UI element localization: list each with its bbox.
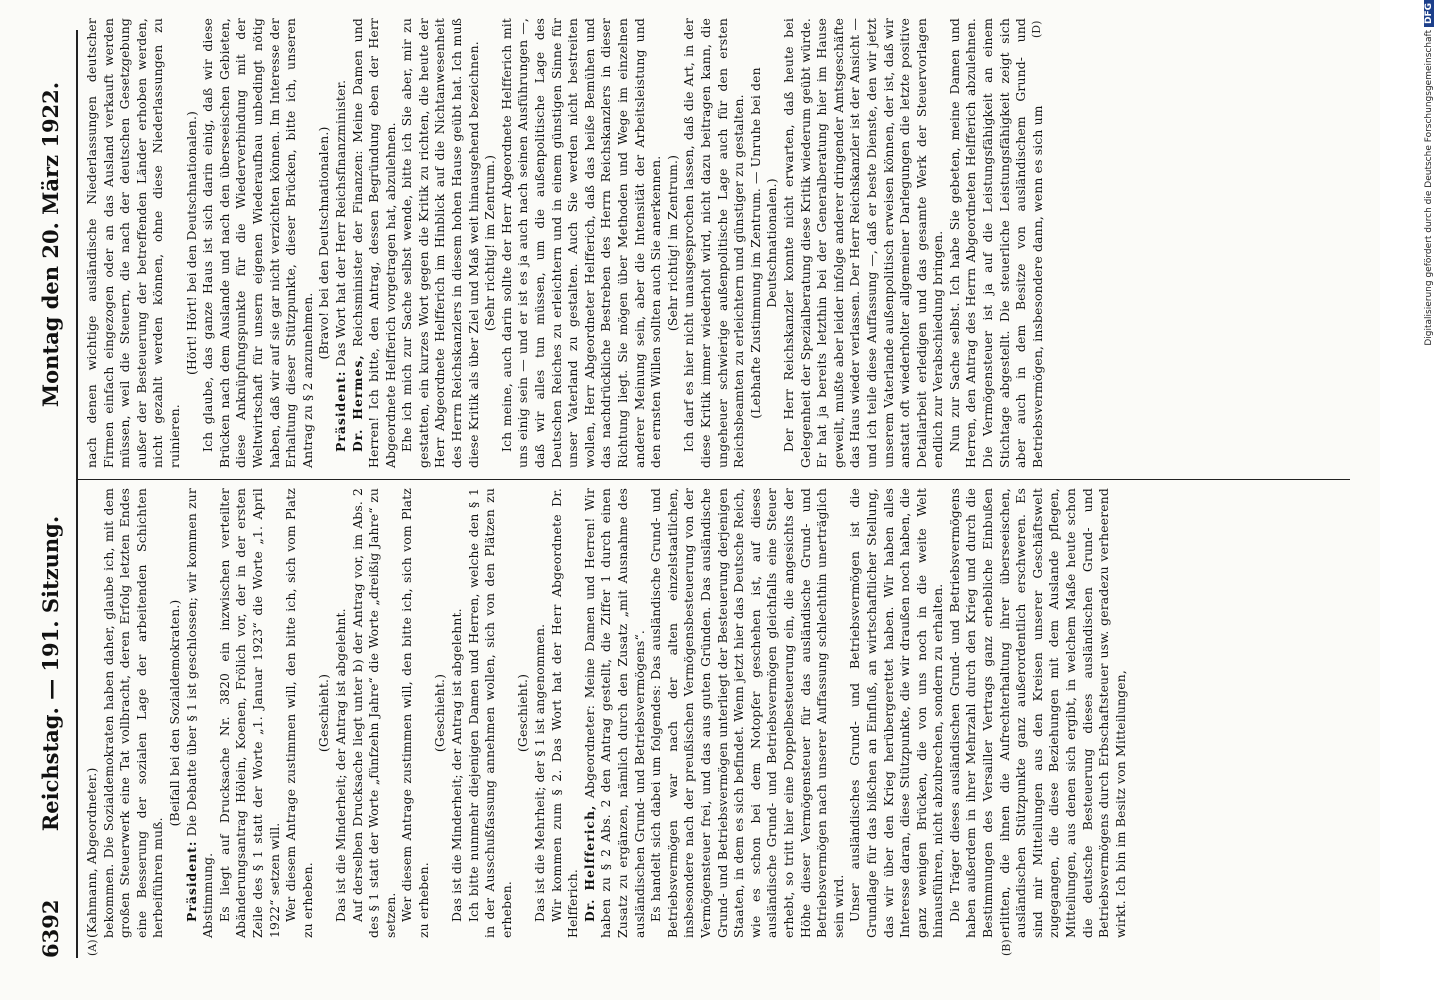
speaker-note: (Kahmann, Abgeordneter.) — [84, 767, 99, 938]
paragraph — [184, 488, 217, 938]
paragraph-text: Die Debatte über § 1 ist geschlossen; wir kommen zur Abstimmung. — [183, 487, 216, 938]
paragraph: Unser ausländisches Grund- und Betriebsvermögen ist die Grundlage für das bißchen an Einfluß, an wirtschaftlicher Stellung, das wir über den Krieg herübergerettet haben. Wir haben alles Interesse daran, diese Stützpunkte, die wir draußen noch haben, die ganz wenigen Brücken, die von uns noch in die weite Welt hinausführen, nicht abzubrechen, sondern zu erhalten. — [847, 488, 946, 938]
interjection: (Hört! Hört! bei den Deutschnationalen.) — [183, 110, 199, 376]
interjection: (Beifall bei den Sozialdemokraten.) — [166, 599, 182, 827]
paragraph: Der Herr Reichskanzler konnte nicht erwarten, daß heute bei Gelegenheit der Spezialberatung diese Kritik wiederum geübt würde. Er hat ja bereits letzthin bei der Generalberatung hier im Hause geweilt, mußte aber leider infolge anderer dringender Amtsgeschäfte das Haus wieder verlassen. Der Herr Reichskanzler ist der Ansicht — und ich teile diese Auffassung —, daß er beste Dienste, den wir jetzt unserem Vaterlande außenpolitisch erweisen können, der ist, daß wir anstatt oft wiederholter allgemeiner Darlegungen die letzte positive Detailarbeit erledigen und das gesamte Werk der Steuervorlagen endlich zur Verabschiedung bringen. — [780, 18, 946, 468]
header-left: Reichstag. — 191. Sitzung. — [38, 515, 63, 832]
speaker-name: Präsident: — [183, 840, 199, 922]
interjection: (Geschieht.) — [515, 673, 531, 753]
paragraph: Wir kommen zum § 2. Das Wort hat der Herr Abgeordnete Dr. Helfferich. — [548, 488, 581, 938]
paragraph — [350, 18, 400, 468]
paragraph: Ich darf es hier nicht unausgesprochen lassen, daß die Art, in der diese Kritik immer wiederholt wird, nicht dazu beitragen kann, die ungeheuer schwierige außenpolitische Lage auch für den ersten Reichsbeamten zu erleichtern und günstiger zu gestalten. — [681, 18, 747, 468]
paragraph: Nun zur Sache selbst. Ich habe Sie gebeten, meine Damen und Herren, den Antrag des Herrn Abgeordneten Helfferich abzulehnen. Die Vermögensteuer ist ja auf die Leistungsfähigkeit an einem Stichtage abgestellt. Die steuerliche Leistungsfähigkeit zeigt sich aber auch in dem Besitze von ausländischem Grund- und Betriebsvermögen, insbesondere dann, wenn es sich um — [946, 18, 1045, 468]
interjection: (Geschieht.) — [432, 673, 448, 753]
paragraph — [333, 18, 350, 468]
paragraph: Das ist die Minderheit; der Antrag ist abgelehnt. — [332, 608, 348, 922]
paragraph — [582, 488, 648, 938]
paragraph: bekommen. Die Sozialdemokraten haben daher, glaube ich, mit dem großen Steuerwerk eine Tat vollbracht, deren Erfolg letzten Endes eine Besserung der sozialen Lage der arbeitenden Schichten herbeiführen muß. — [100, 488, 166, 938]
text-column-right — [84, 18, 1046, 468]
paragraph: Ich glaube, das ganze Haus ist sich darin einig, daß wir diese Brücken nach dem Auslande und nach den überseeischen Gebieten, diese Anknüpfungspunkte für die Wiederverbindung mit der Weltwirtschaft für unsern eigenen Wiederaufbau unbedingt nötig haben, daß wir auf sie gar nicht verzichten können. Im Interesse der Erhaltung dieser Stützpunkte, dieser Brücken, bitte ich, unseren Antrag zu § 2 anzunehmen. — [200, 18, 315, 468]
dfg-credit — [1420, 0, 1434, 1000]
speaker-name: Dr. Hermes, — [349, 354, 365, 452]
paragraph: nach denen wichtige ausländische Niederlassungen deutscher Firmen einfach eingezogen oder an das Ausland verkauft werden müssen, weil die Steuern, die nach der deutschen Gesetzgebung außer der Besteuerung der betreffenden Länder erhoben werden, nicht gezahlt werden können, ohne diese Niederlassungen zu ruinieren. — [84, 18, 182, 468]
paragraph: Wer diesem Antrage zustimmen will, den bitte ich, sich vom Platz zu erheben. — [399, 488, 431, 938]
page-header — [38, 30, 72, 958]
paragraph: Ich meine, auch darin sollte der Herr Abgeordnete Helfferich mit uns einig sein — und er ist es ja auch nach seinen Ausführungen —, daß wir alles tun müssen, um die außenpolitische Lage des Deutschen Reiches zu erleichtern und in einem günstigen Sinne für unser Vaterland zu gestalten. Auch Sie werden nicht bestreiten wollen, Herr Abgeordneter Helfferich, daß das heiße Bemühen und das nachdrückliche Bestreben des Herrn Reichskanzlers in dieser Richtung liegt. Sie mögen über Methoden und Wege im einzelnen anderer Meinung sein, aber die Intensität der Arbeitsleistung und den ernsten Willen sollten auch Sie anerkennen. — [498, 18, 664, 468]
interjection: (Bravo! bei den Deutschnationalen.) — [316, 126, 332, 360]
paragraph: Es liegt auf Drucksache Nr. 3820 ein inzwischen verteilter Abänderungsantrag Hölein, Koenen, Frölich vor, der in der ersten Zeile des § 1 statt der Worte „1. Januar 1923“ die Worte „1. April 1922“ setzen will. — [216, 488, 282, 938]
header-right: Montag den 20. März 1922. — [38, 81, 63, 408]
page-number: 6392 — [38, 899, 63, 958]
text-column-left — [84, 488, 1129, 938]
dfg-logo: DFG — [1424, 0, 1434, 27]
interjection: (Geschieht.) — [316, 673, 332, 753]
paragraph-text: Reichsminister der Finanzen: Meine Damen und Herren! Ich bitte, den Antrag, dessen Begründung eben der Herr Abgeordnete Helfferich vorgetragen hat, abzulehnen. — [349, 18, 398, 468]
paragraph: Ehe ich mich zur Sache selbst wende, bitte ich Sie aber, mir zu gestatten, ein kurzes Wort gegen die Kritik zu richten, die heute der Herr Abgeordnete Helfferich im Hinblick auf die Nichtanwesenheit des Herrn Reichskanzlers in diesem hohen Hause geübt hat. Ich muß diese Kritik als über Ziel und Maß weit hinausgehend bezeichnen. — [399, 18, 481, 468]
paragraph-text: Abgeordneter: Meine Damen und Herren! Wir haben zu § 2 Abs. 2 den Antrag gestellt, die Ziffer 1 durch einen Zusatz zu ergänzen, nämlich durch den Zusatz „mit Ausnahme des ausländischen Grund- und Betriebsvermögens“. — [581, 488, 647, 938]
paragraph-text: Das Wort hat der Herr Reichsfinanzminister. — [332, 79, 348, 367]
paragraph: Die Träger dieses ausländischen Grund- und Betriebsvermögens haben außerdem in ihrer Mehrzahl durch den Krieg und durch die Bestimmungen des Versailler Vertrags ganz erhebliche Einbußen erlitten, die ihnen die Aufrechterhaltung ihrer überseeischen, ausländischen Stützpunkte ganz außerordentlich erschweren. Es sind mir Mitteilungen aus den Kreisen unserer Geschäftswelt zugegangen, die diese Beziehungen mit dem Auslande pflegen, Mitteilungen, aus denen sich ergibt, in welchem Maße heute schon die deutsche Besteuerung dieses ausländischen Grund- und Betriebsvermögens durch Erbschaftsteuer usw. geradezu verheerend wirkt. Ich bin im Besitz von Mitteilungen, — [946, 488, 1128, 938]
margin-mark-a: (A) — [86, 939, 99, 956]
speaker-name: Dr. Helfferich, — [581, 804, 597, 922]
interjection: (Sehr richtig! im Zentrum.) — [664, 154, 680, 332]
margin-mark-b: (B) — [1000, 939, 1013, 956]
margin-mark-d: (D) — [1030, 20, 1043, 38]
interjection: (Sehr richtig! im Zentrum.) — [482, 154, 498, 332]
credit-text: Digitalisierung gefördert durch die Deutsche Forschungsgemeinschaft — [1424, 29, 1434, 346]
column-divider — [76, 479, 1350, 480]
speaker-name: Präsident: — [332, 370, 348, 452]
paragraph: Es handelt sich dabei um folgendes: Das ausländische Grund- und Betriebsvermögen war nach der alten einzelstaatlichen, insbesondere nach der preußischen Vermögensbesteuerung von der Vermögensteuer frei, und das aus guten Gründen. Das ausländische Grund- und Betriebsvermögen unterliegt der Besteuerung derjenigen Staaten, in dem es sich befindet. Wenn jetzt hier das Deutsche Reich, wie es schon bei dem Notopfer geschehen ist, auf dieses ausländische Grund- und Betriebsvermögen gleichfalls eine Steuer erhebt, so tritt hier eine Doppelbesteuerung ein, die angesichts der Höhe dieser Vermögensteuer für das ausländische Grund- und Betriebsvermögen nach unserer Auffassung schlechthin unerträglich sein wird. — [648, 488, 846, 938]
paragraph: Ich bitte nunmehr diejenigen Damen und Herren, welche den § 1 in der Ausschußfassung annehmen wollen, sich von den Plätzen zu erheben. — [465, 488, 514, 938]
interjection: (Lebhafte Zustimmung im Zentrum. — Unruhe bei den Deutschnationalen.) — [747, 67, 780, 419]
paragraph: Das ist die Minderheit; der Antrag ist abgelehnt. — [449, 608, 465, 922]
paragraph: Das ist die Mehrheit; der § 1 ist angenommen. — [532, 623, 548, 922]
paragraph: Auf derselben Drucksache liegt unter b) der Antrag vor, im Abs. 2 des § 1 statt der Worte „fünfzehn Jahre“ die Worte „dreißig Jahre“ zu setzen. — [349, 488, 398, 938]
header-rule — [76, 30, 78, 958]
paragraph: Wer diesem Antrage zustimmen will, den bitte ich, sich vom Platz zu erheben. — [283, 488, 315, 938]
